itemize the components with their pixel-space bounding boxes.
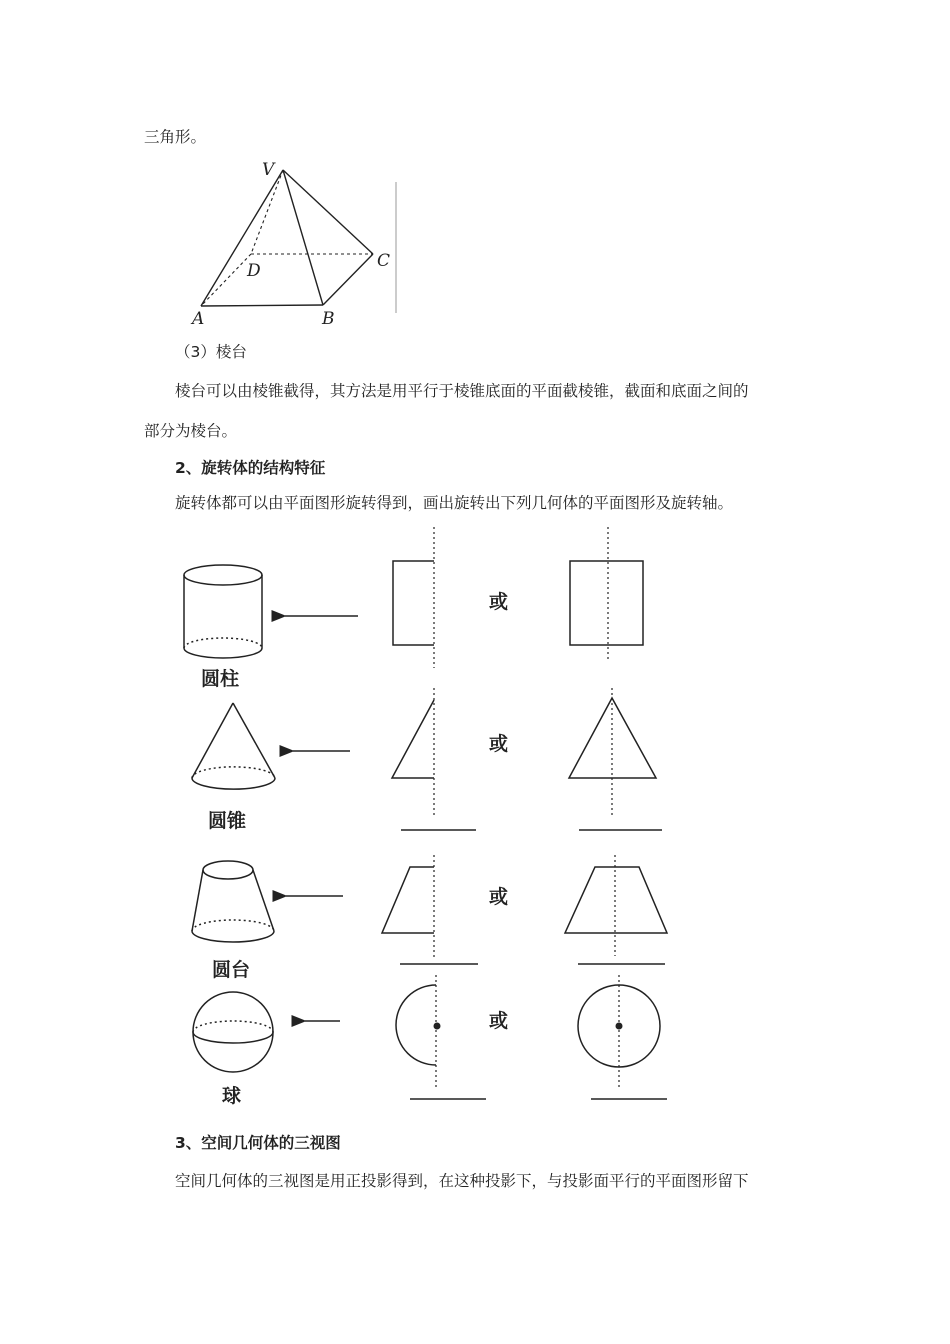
text-line: 三角形。	[144, 128, 207, 146]
paragraph-line: 部分为棱台。	[144, 422, 238, 440]
vertex-label-v: V	[262, 160, 275, 180]
vertex-label-a: A	[192, 309, 205, 328]
or-label: 或	[489, 1010, 509, 1032]
paragraph-line: 棱台可以由棱锥截得，其方法是用平行于棱锥底面的平面截棱锥，截面和底面之间的	[175, 382, 749, 400]
vertex-label-b: B	[322, 309, 335, 328]
vertex-label-c: C	[377, 251, 391, 271]
or-label: 或	[489, 591, 509, 613]
section-heading: 2、旋转体的结构特征	[175, 459, 326, 477]
solid-label-cylinder: 圆柱	[201, 668, 240, 690]
paragraph-line: 旋转体都可以由平面图形旋转得到，画出旋转出下列几何体的平面图形及旋转轴。	[175, 494, 734, 512]
subheading: （3）棱台	[175, 343, 247, 361]
section-heading: 3、空间几何体的三视图	[175, 1134, 341, 1152]
or-label: 或	[489, 886, 509, 908]
solid-label-cone: 圆锥	[208, 810, 247, 832]
solid-label-sphere: 球	[222, 1085, 242, 1107]
paragraph-line: 空间几何体的三视图是用正投影得到，在这种投影下，与投影面平行的平面图形留下	[175, 1172, 749, 1190]
vertex-label-d: D	[247, 261, 261, 281]
solid-label-frustum: 圆台	[212, 959, 251, 981]
or-label: 或	[489, 733, 509, 755]
